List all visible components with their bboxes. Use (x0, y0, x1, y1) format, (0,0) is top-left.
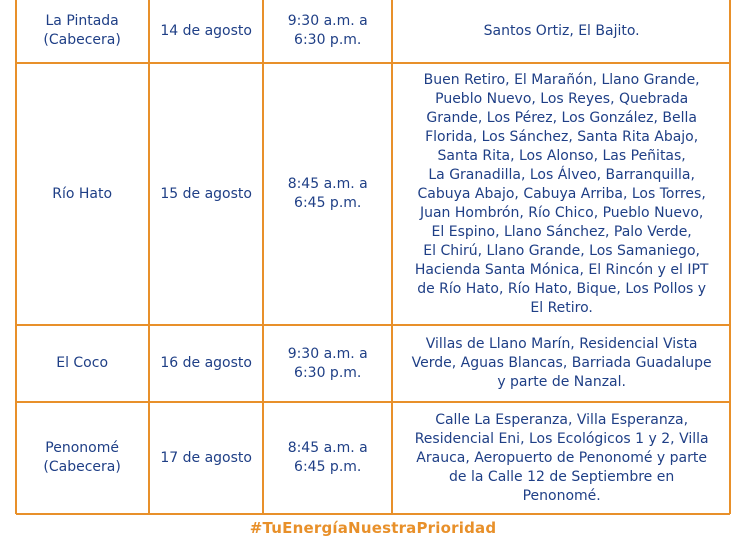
time-text: 9:30 a.m. a 6:30 p.m. (287, 13, 368, 48)
table-row (16, 325, 730, 402)
date-cell (149, 0, 263, 63)
zones-cell (392, 0, 730, 63)
date-text: 17 de agosto (160, 449, 252, 466)
schedule-table (16, 0, 730, 515)
place-cell (16, 402, 149, 514)
date-text: 16 de agosto (160, 355, 252, 371)
date-cell (149, 325, 263, 402)
place-text: La Pintada (Cabecera) (43, 13, 121, 48)
date-cell (149, 63, 263, 325)
place-cell (16, 0, 149, 63)
place-text: Río Hato (52, 185, 113, 202)
time-text: 9:30 a.m. a 6:30 p.m. (287, 345, 368, 381)
table-row (16, 0, 730, 63)
date-text: 14 de agosto (160, 22, 252, 39)
date-cell (149, 402, 263, 514)
table-row (16, 402, 730, 514)
hashtag-footer: #TuEnergíaNuestraPrioridad (249, 519, 497, 537)
table-row (16, 63, 730, 325)
zones-text: Villas de Llano Marín, Residencial Vista Verde, Aguas Blancas, Barriada Guadalupe y parte de Nanzal. (411, 336, 712, 390)
zones-cell (392, 325, 730, 402)
time-cell (263, 63, 392, 325)
time-text: 8:45 a.m. a 6:45 p.m. (287, 440, 368, 475)
zones-text: Santos Ortiz, El Bajito. (483, 22, 640, 39)
date-text: 15 de agosto (160, 185, 252, 202)
place-text: El Coco (56, 355, 109, 371)
time-cell (263, 0, 392, 63)
zones-text: Buen Retiro, El Marañón, Llano Grande, Pueblo Nuevo, Los Reyes, Quebrada Grande, Los Pérez, Los González, Bella Florida, Los Sánchez, Santa Rita Abajo, Santa Rita, Los Alonso, Las Peñitas, La Granadilla, Los Álveo, Barranquilla, Cabuya Abajo, Cabuya Arriba, Los Torres, Juan Hombrón, Río Chico, Pueblo Nuevo, El Espino, Llano Sánchez, Palo Verde, El Chirú, Llano Grande, Los Samaniego, Hacienda Santa Mónica, El Rincón y el IPT de Río Hato, Río Hato, Bique, Los Pollos y El Retiro. (414, 71, 709, 316)
time-cell (263, 325, 392, 402)
zones-cell (392, 402, 730, 514)
place-text: Penonomé (Cabecera) (43, 440, 121, 475)
place-cell (16, 63, 149, 325)
zones-cell (392, 63, 730, 325)
place-cell (16, 325, 149, 402)
zones-text: Calle La Esperanza, Villa Esperanza, Residencial Eni, Los Ecológicos 1 y 2, Villa Arauca, Aeropuerto de Penonomé y parte de la Calle 12 de Septiembre en Penonomé. (414, 411, 709, 504)
time-text: 8:45 a.m. a 6:45 p.m. (287, 176, 368, 211)
time-cell (263, 402, 392, 514)
